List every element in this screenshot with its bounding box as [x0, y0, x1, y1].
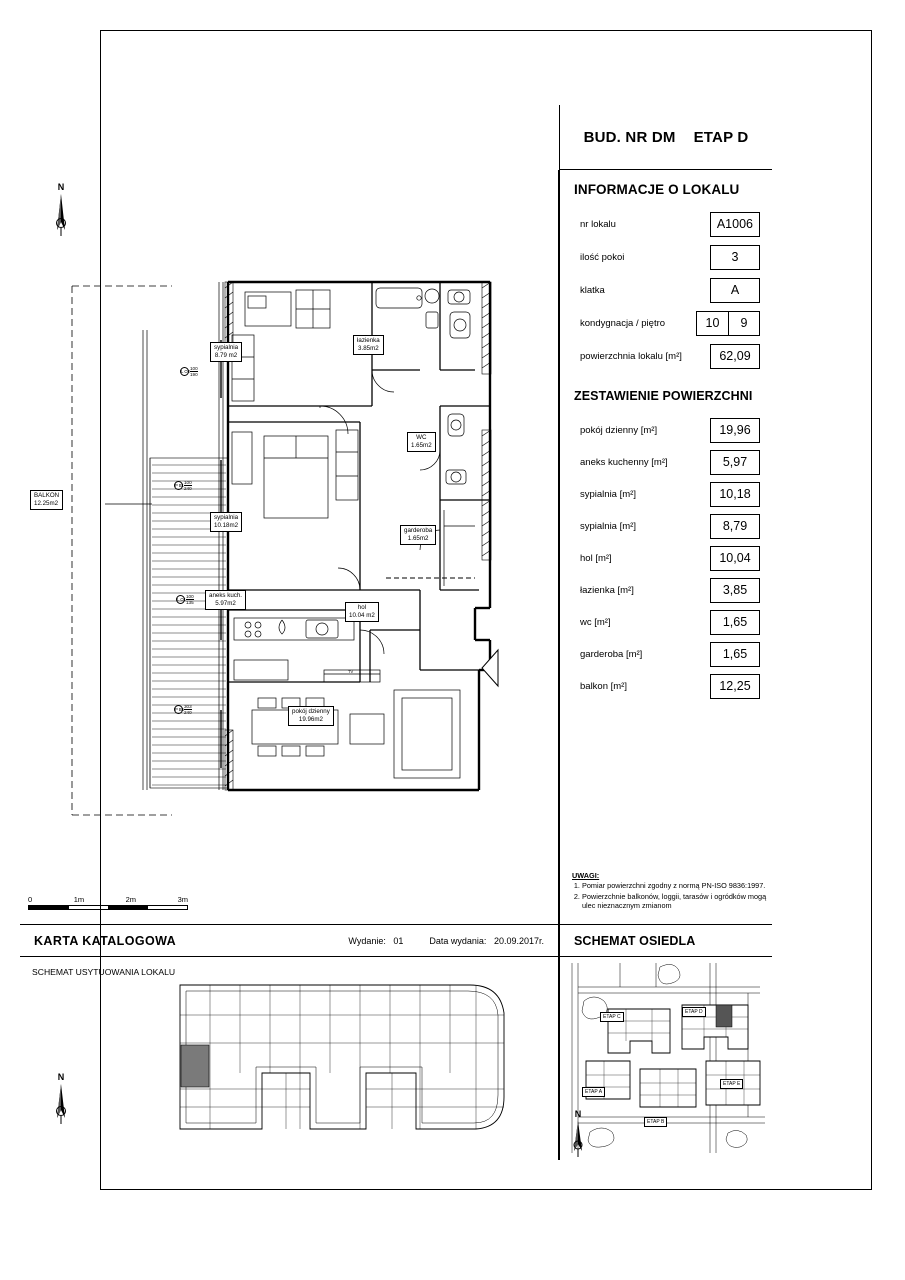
- info-row-total-area: [572, 341, 760, 371]
- area-value-balcony: 12,25: [710, 674, 760, 699]
- area-row-bedroom-2: [572, 511, 760, 541]
- info-value-floor: 9: [728, 311, 760, 336]
- opening-dim-bot-l-o1: 135: [186, 600, 194, 606]
- stage-tag-a: ETAP A: [582, 1087, 605, 1097]
- room-name-hall: hol: [357, 604, 367, 611]
- scale-tick-2: 2m: [125, 895, 137, 904]
- stage-tag-e: ETAP E: [720, 1079, 743, 1089]
- notes-block: [572, 871, 767, 913]
- room-area-living: 19.96m2: [298, 715, 323, 723]
- scale-bar-graphic: [28, 905, 188, 910]
- room-area-wc: 1.65m2: [411, 441, 432, 449]
- location-scheme-subtitle: SCHEMAT USYTUOWANIA LOKALU: [32, 967, 176, 977]
- info-row-unit-number: [572, 209, 760, 239]
- area-value-bedroom-2: 8,79: [710, 514, 760, 539]
- note-item-2: 2. Powierzchnie balkonów, loggii, tarasów i ogródków mogą ulec nieznacznym zmianom: [582, 892, 767, 911]
- edition-label: Wydanie:: [348, 935, 386, 946]
- opening-tag-l-o2: [180, 366, 198, 378]
- scale-tick-3: 3m: [177, 895, 188, 904]
- area-value-wc: 1,65: [710, 610, 760, 635]
- info-value-storey: 10: [696, 311, 728, 336]
- opening-dim-bot-l-o2: 190: [190, 372, 198, 378]
- room-name-bedroom-10-18: sypialnia: [214, 514, 239, 521]
- info-value-unit-number: A1006: [710, 212, 760, 237]
- area-value-kitchenette: 5,97: [710, 450, 760, 475]
- info-value-total-area: 62,09: [710, 344, 760, 369]
- scale-bar: [28, 895, 188, 910]
- compass-needle-karta: [50, 1082, 72, 1126]
- room-area-balcony: 12.25m2: [34, 499, 59, 507]
- info-value-room-count: 3: [710, 245, 760, 270]
- info-label-storey: kondygnacja / piętro: [580, 317, 666, 329]
- estate-scheme-panel: [559, 925, 772, 1160]
- estate-scheme-title: SCHEMAT OSIEDLA: [560, 925, 772, 957]
- room-area-kitchenette: 5.97m2: [215, 599, 236, 607]
- building-location-diagram: [170, 977, 530, 1147]
- compass-needle-osiedle: [568, 1119, 588, 1159]
- room-name-balcony: BALKON: [34, 492, 60, 499]
- edition-field: [348, 936, 403, 946]
- room-area-wardrobe: 1.65m2: [407, 534, 429, 542]
- area-label-hall: hol [m²]: [580, 552, 612, 564]
- area-row-kitchenette: [572, 447, 760, 477]
- stage-label: ETAP D: [693, 128, 749, 146]
- compass-rose-karta: [50, 1072, 72, 1126]
- compass-rose-osiedle: [568, 1109, 588, 1159]
- info-label-room-count: ilość pokoi: [580, 251, 625, 263]
- area-label-bathroom: łazienka [m²]: [580, 584, 634, 596]
- area-label-balcony: balkon [m²]: [580, 680, 627, 692]
- balcony-leader-line: [20, 170, 559, 870]
- stage-tag-d: ETAP D: [682, 1007, 706, 1017]
- area-label-bedroom-1: sypialnia [m²]: [580, 488, 636, 500]
- note-item-1: 1. Pomiar powierzchni zgodny z normą PN-ISO 9836:1997.: [582, 881, 767, 891]
- issue-date-field: [429, 936, 544, 946]
- compass-north-label-karta: N: [57, 1072, 65, 1082]
- notes-heading: UWAGI:: [572, 870, 600, 880]
- info-value-storey-pair: [696, 311, 760, 336]
- highlighted-unit: [181, 1045, 209, 1087]
- highlighted-stage-block: [716, 1005, 732, 1027]
- catalogue-card-header: [20, 925, 558, 957]
- area-row-wc: [572, 607, 760, 637]
- area-label-wardrobe: garderoba [m²]: [580, 648, 643, 660]
- area-row-living: [572, 415, 760, 445]
- compass-north-label-osiedle: N: [574, 1109, 582, 1119]
- area-value-living: 19,96: [710, 418, 760, 443]
- info-row-staircase: [572, 275, 760, 305]
- unit-info-panel: [559, 170, 772, 925]
- info-panel-heading: INFORMACJE O LOKALU: [574, 182, 740, 197]
- room-name-bedroom-8-79: sypialnia: [214, 344, 239, 351]
- area-row-bedroom-1: [572, 479, 760, 509]
- building-number: BUD. NR DM: [583, 128, 676, 146]
- room-area-hall: 10.04 m2: [349, 611, 375, 619]
- opening-tag-p-b5: [174, 704, 192, 716]
- room-area-bathroom: 3.85m2: [358, 344, 379, 352]
- info-label-unit-number: nr lokalu: [580, 218, 616, 230]
- tv-label: TV: [348, 669, 354, 674]
- catalogue-card-panel: [20, 925, 559, 1160]
- room-name-kitchenette: aneks kuch.: [209, 592, 243, 599]
- area-value-bathroom: 3,85: [710, 578, 760, 603]
- area-label-bedroom-2: sypialnia [m²]: [580, 520, 636, 532]
- catalogue-card-title: KARTA KATALOGOWA: [34, 933, 177, 948]
- opening-dim-top-p-b1: 100: [184, 480, 192, 485]
- opening-tag-l-o1: [176, 594, 194, 606]
- issue-date-label: Data wydania:: [429, 935, 487, 946]
- info-row-room-count: [572, 242, 760, 272]
- scale-tick-0: 0: [28, 895, 33, 904]
- room-name-living: pokój dzienny: [292, 708, 330, 715]
- area-row-hall: [572, 543, 760, 573]
- opening-tag-p-b1: [174, 480, 192, 492]
- catalogue-card-meta: [348, 936, 544, 946]
- info-label-staircase: klatka: [580, 284, 605, 296]
- area-label-wc: wc [m²]: [580, 616, 611, 628]
- info-label-total-area: powierzchnia lokalu [m²]: [580, 350, 682, 362]
- estate-site-map: [560, 957, 772, 1160]
- edition-value: 01: [393, 935, 404, 946]
- area-row-wardrobe: [572, 639, 760, 669]
- catalogue-card-body: [20, 957, 558, 1160]
- info-value-staircase: A: [710, 278, 760, 303]
- room-name-bathroom: łazienka: [357, 337, 380, 344]
- area-value-bedroom-1: 10,18: [710, 482, 760, 507]
- room-name-wardrobe: garderoba: [404, 527, 433, 534]
- opening-dim-top-l-o1: 100: [186, 594, 194, 599]
- opening-code-l-o2: L O2: [181, 369, 190, 375]
- area-label-kitchenette: aneks kuchenny [m²]: [580, 456, 668, 468]
- areas-heading: ZESTAWIENIE POWIERZCHNI: [574, 389, 753, 403]
- opening-dim-bot-p-b5: 240: [184, 710, 192, 716]
- opening-dim-top-p-b5: 303: [184, 704, 192, 709]
- opening-code-p-b5: P B5: [175, 707, 185, 713]
- area-row-balcony: [572, 671, 760, 701]
- room-area-bedroom-8-79: 8.79 m2: [214, 351, 238, 359]
- area-row-bathroom: [572, 575, 760, 605]
- area-value-wardrobe: 1,65: [710, 642, 760, 667]
- compass-north-label-plan: N: [57, 182, 65, 192]
- room-name-wc: WC: [416, 434, 427, 441]
- opening-code-l-o1: L O1: [177, 597, 186, 603]
- issue-date-value: 20.09.2017r.: [493, 935, 544, 946]
- room-area-bedroom-10-18: 10.18m2: [214, 521, 239, 529]
- opening-dim-top-l-o2: 100: [190, 366, 198, 371]
- area-value-hall: 10,04: [710, 546, 760, 571]
- opening-code-p-b1: P B1: [175, 483, 185, 489]
- title-block: [559, 105, 772, 170]
- estate-scheme-body: [560, 957, 772, 1160]
- floor-plan-area: [20, 170, 559, 925]
- area-label-living: pokój dzienny [m²]: [580, 424, 658, 436]
- info-row-storey: [572, 308, 760, 338]
- stage-tag-c: ETAP C: [600, 1012, 624, 1022]
- stage-tag-b: ETAP B: [644, 1117, 667, 1127]
- scale-tick-1: 1m: [73, 895, 85, 904]
- opening-dim-bot-p-b1: 240: [184, 486, 192, 492]
